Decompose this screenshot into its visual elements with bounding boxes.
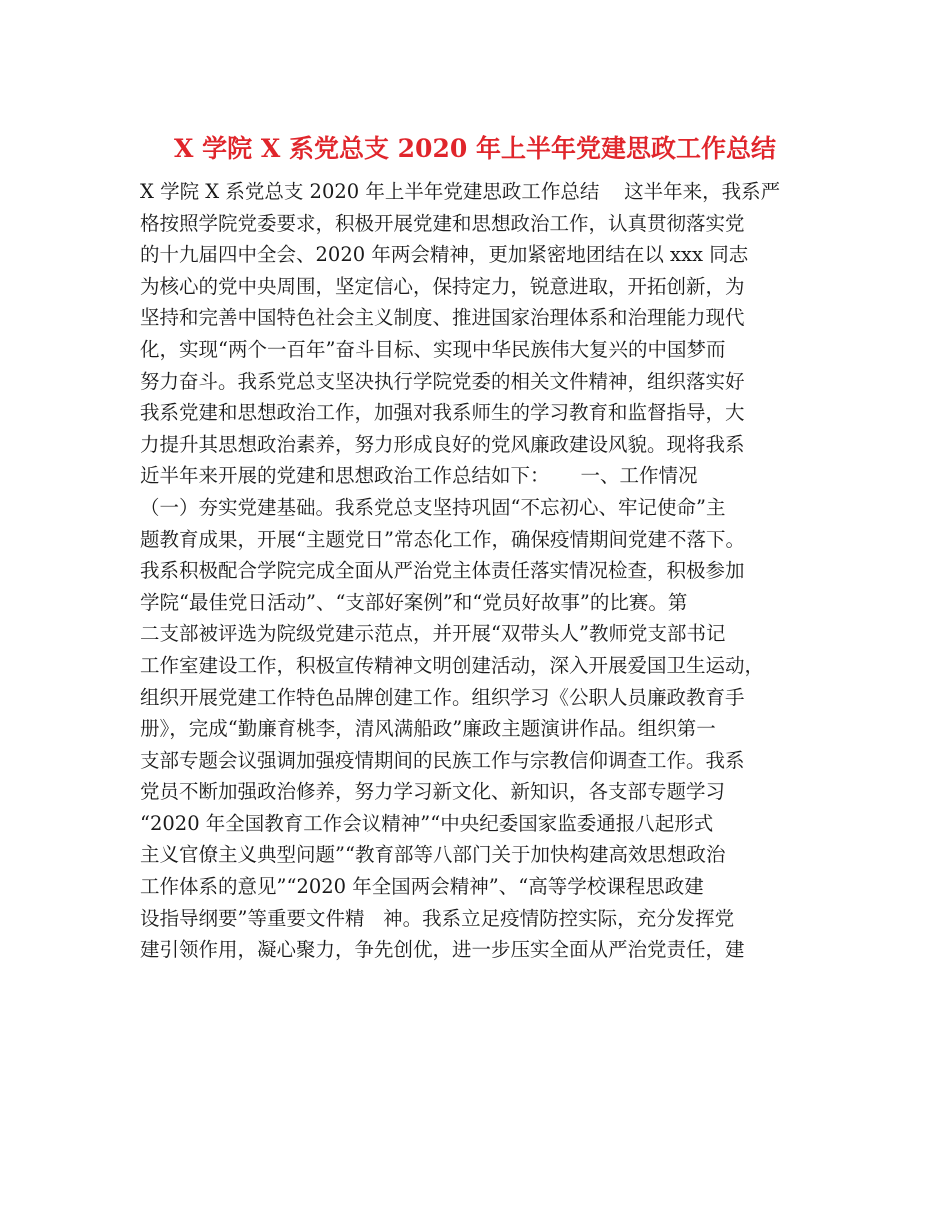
body-line: X 学院 X 系党总支 2020 年上半年党建思政工作总结 这半年来，我系严	[140, 180, 781, 203]
body-line: 主义官僚主义典型问题”“教育部等八部门关于加快构建高效思想政治	[140, 843, 726, 867]
body-line: （一）夯实党建基础。我系党总支坚持巩固“不忘初心、牢记使命”主	[140, 495, 726, 519]
body-line: 题教育成果，开展“主题党日”常态化工作，确保疫情期间党建不落下。	[140, 527, 745, 551]
body-line: 党员不断加强政治修养，努力学习新文化、新知识，各支部专题学习	[140, 780, 726, 804]
body-line: 力提升其思想政治素养，努力形成良好的党风廉政建设风貌。现将我系	[140, 432, 745, 456]
body-line: 我系党建和思想政治工作，加强对我系师生的学习教育和监督指导，大	[140, 401, 745, 425]
body-line: “2020 年全国教育工作会议精神”“中央纪委国家监委通报八起形式	[140, 811, 714, 835]
body-line: 工作体系的意见”“2020 年全国两会精神”、“高等学校课程思政建	[140, 875, 704, 899]
body-line: 的十九届四中全会、2020 年两会精神，更加紧密地团结在以 xxx 同志	[140, 243, 749, 267]
body-line: 建引领作用，凝心聚力，争先创优，进一步压实全面从严治党责任，建	[140, 938, 745, 962]
body-line: 我系积极配合学院完成全面从严治党主体责任落实情况检查，积极参加	[140, 559, 745, 583]
body-line: 二支部被评选为院级党建示范点，并开展“双带头人”教师党支部书记	[140, 622, 726, 646]
body-line: 册》，完成“勤廉育桃李，清风满船政”廉政主题演讲作品。组织第一	[140, 717, 716, 741]
body-line: 设指导纲要”等重要文件精 神。我系立足疫情防控实际，充分发挥党	[140, 906, 735, 930]
body-line: 格按照学院党委要求，积极开展党建和思想政治工作，认真贯彻落实党	[140, 211, 745, 235]
body-line: 近半年来开展的党建和思想政治工作总结如下： 一、工作情况	[140, 464, 698, 488]
document-body	[140, 176, 832, 966]
document-title: X 学院 X 系党总支 2020 年上半年党建思政工作总结	[174, 134, 776, 163]
body-line: 工作室建设工作，积极宣传精神文明创建活动，深入开展爱国卫生运动，	[140, 653, 765, 677]
body-line: 学院“最佳党日活动”、“支部好案例”和“党员好故事”的比赛。第	[140, 590, 688, 614]
body-line: 努力奋斗。我系党总支坚决执行学院党委的相关文件精神，组织落实好	[140, 369, 745, 393]
body-line: 化，实现“两个一百年”奋斗目标、实现中华民族伟大复兴的中国梦而	[140, 337, 726, 361]
body-line: 为核心的党中央周围，坚定信心，保持定力，锐意进取，开拓创新，为	[140, 274, 745, 298]
body-line: 组织开展党建工作特色品牌创建工作。组织学习《公职人员廉政教育手	[140, 685, 745, 709]
body-line: 坚持和完善中国特色社会主义制度、推进国家治理体系和治理能力现代	[140, 306, 745, 330]
body-line: 支部专题会议强调加强疫情期间的民族工作与宗教信仰调查工作。我系	[140, 748, 745, 772]
